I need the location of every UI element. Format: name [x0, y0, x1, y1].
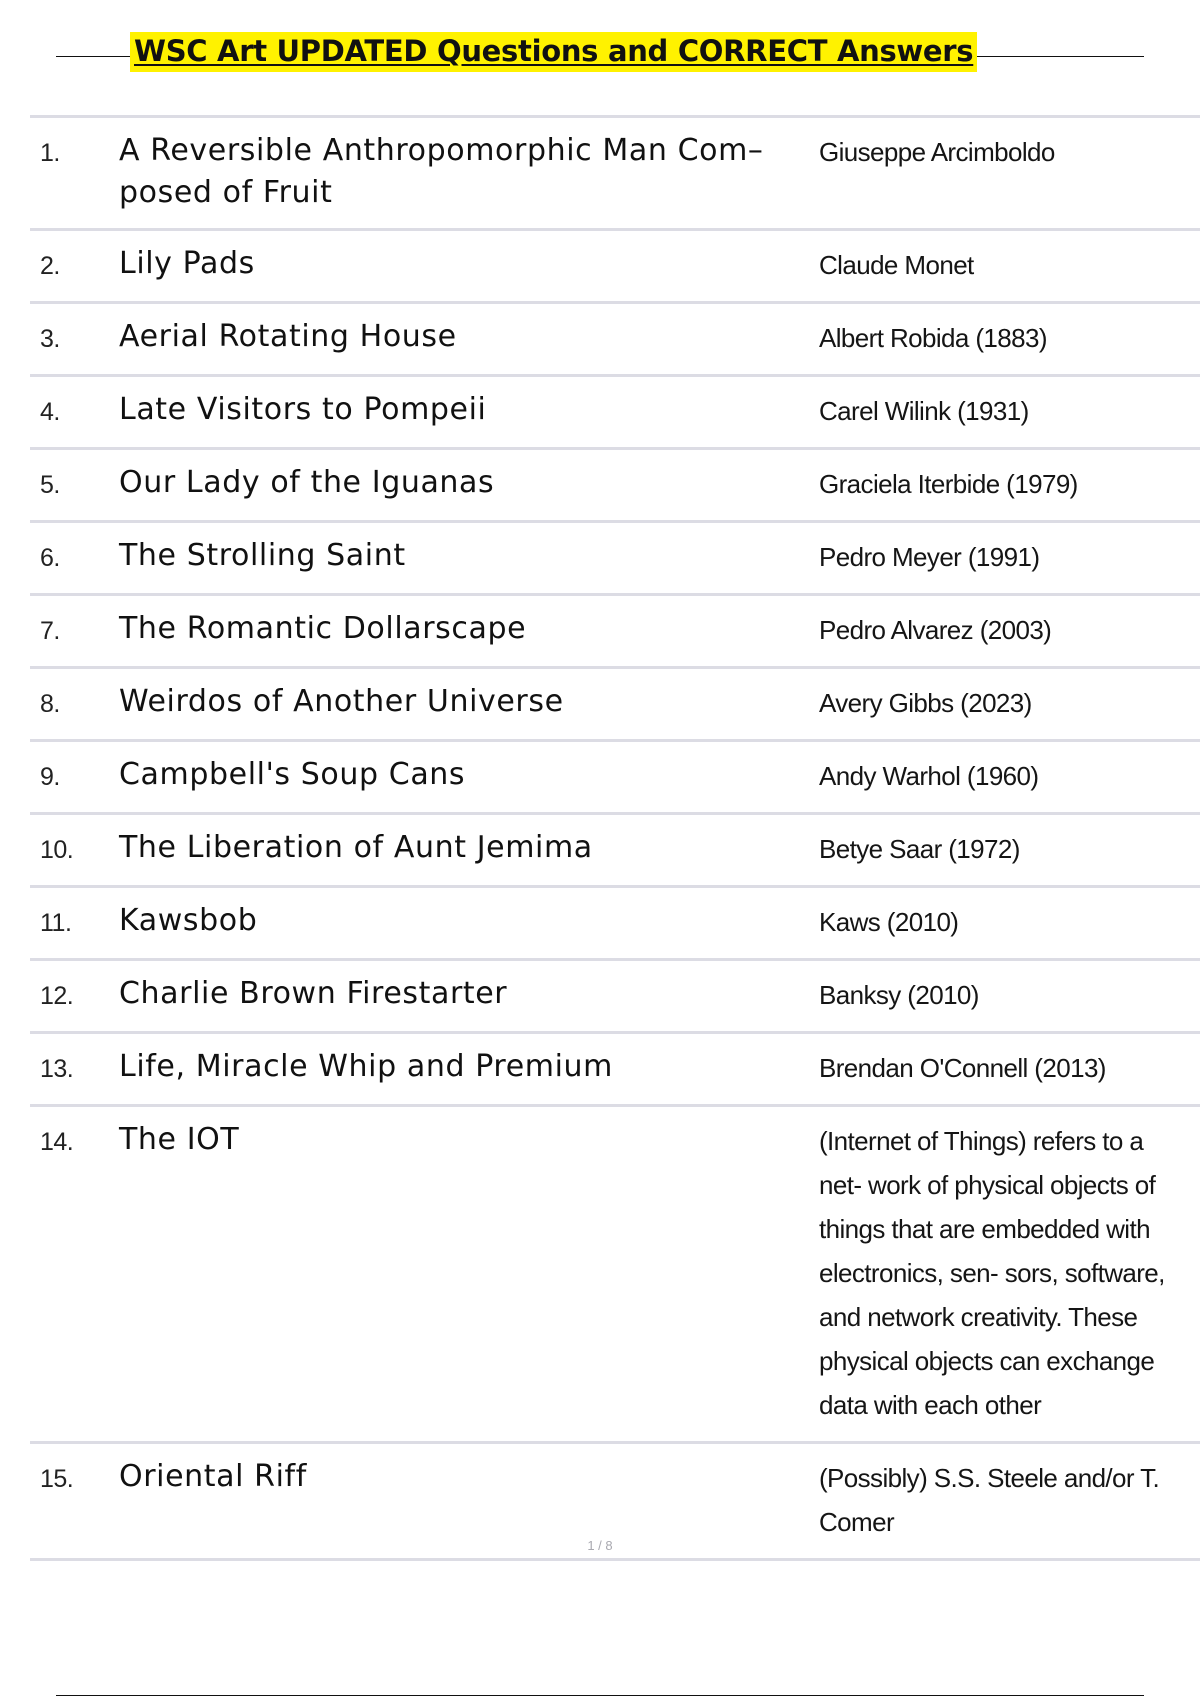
question-text: Campbell's Soup Cans [119, 757, 466, 792]
answer-text: (Possibly) S.S. Steele and/or T. Comer [819, 1463, 1160, 1537]
qa-row [30, 449, 1200, 522]
qa-row [30, 303, 1200, 376]
footer-rule [56, 1695, 1144, 1696]
item-number: 1. [40, 139, 60, 167]
question-text: Aerial Rotating House [119, 319, 457, 354]
page-number: 1 / 8 [587, 1538, 613, 1553]
item-number: 12. [40, 982, 74, 1010]
item-number: 7. [40, 617, 60, 645]
answer-text: Giuseppe Arcimboldo [819, 137, 1055, 167]
answer-text: (Internet of Things) refers to a net- work of physical objects of things that are embedded with electronics, sen- sors, software, and network creativity. These physical objects can exchange data with each other [819, 1126, 1165, 1420]
answer-text: Claude Monet [819, 250, 974, 280]
document-header [56, 28, 1144, 84]
answer-text: Kaws (2010) [819, 907, 959, 937]
item-number: 11. [40, 909, 72, 937]
qa-row [30, 960, 1200, 1033]
question-text: Kawsbob [119, 903, 258, 938]
qa-row [30, 1033, 1200, 1106]
item-number: 9. [40, 763, 60, 791]
answer-text: Banksy (2010) [819, 980, 979, 1010]
question-text: Life, Miracle Whip and Premium [119, 1049, 613, 1084]
qa-table [30, 115, 1200, 1561]
question-text: The IOT [119, 1122, 240, 1157]
item-number: 15. [40, 1465, 74, 1493]
qa-row [30, 887, 1200, 960]
question-text: Our Lady of the Iguanas [119, 465, 495, 500]
qa-row [30, 522, 1200, 595]
item-number: 5. [40, 471, 60, 499]
qa-row [30, 741, 1200, 814]
qa-row [30, 117, 1200, 230]
question-text: Oriental Riff [119, 1459, 307, 1494]
answer-text: Avery Gibbs (2023) [819, 688, 1032, 718]
answer-text: Pedro Alvarez (2003) [819, 615, 1052, 645]
item-number: 13. [40, 1055, 74, 1083]
question-text: The Romantic Dollarscape [119, 611, 527, 646]
qa-row [30, 668, 1200, 741]
qa-row [30, 1106, 1200, 1443]
answer-text: Andy Warhol (1960) [819, 761, 1039, 791]
answer-text: Graciela Iterbide (1979) [819, 469, 1078, 499]
question-text: The Strolling Saint [119, 538, 406, 573]
item-number: 14. [40, 1128, 74, 1156]
answer-text: Pedro Meyer (1991) [819, 542, 1040, 572]
answer-text: Albert Robida (1883) [819, 323, 1047, 353]
qa-row [30, 595, 1200, 668]
question-line-2: posed of Fruit [119, 175, 333, 210]
answer-text: Carel Wilink (1931) [819, 396, 1029, 426]
question-line-1: A Reversible Anthropomorphic Man Com– [119, 133, 764, 168]
question-text: Weirdos of Another Universe [119, 684, 564, 719]
question-text: Late Visitors to Pompeii [119, 392, 487, 427]
answer-text: Betye Saar (1972) [819, 834, 1020, 864]
qa-row [30, 376, 1200, 449]
item-number: 6. [40, 544, 60, 572]
item-number: 8. [40, 690, 60, 718]
question-text: The Liberation of Aunt Jemima [119, 830, 593, 865]
qa-row [30, 230, 1200, 303]
question-text: Lily Pads [119, 246, 255, 281]
answer-text: Brendan O'Connell (2013) [819, 1053, 1106, 1083]
item-number: 4. [40, 398, 60, 426]
item-number: 3. [40, 325, 60, 353]
item-number: 2. [40, 252, 60, 280]
document-title: WSC Art UPDATED Questions and CORRECT Answers [130, 32, 977, 72]
question-text [119, 117, 819, 230]
qa-row [30, 814, 1200, 887]
item-number: 10. [40, 836, 74, 864]
question-text: Charlie Brown Firestarter [119, 976, 508, 1011]
